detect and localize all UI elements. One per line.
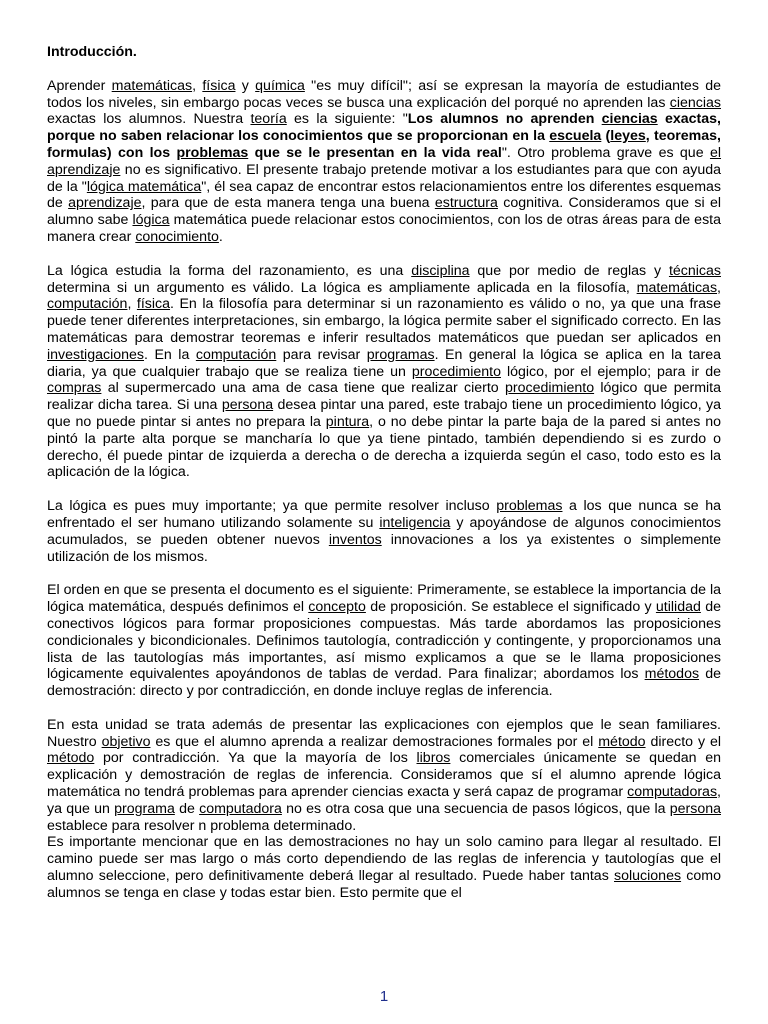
inline-link[interactable]: soluciones: [614, 868, 682, 885]
inline-link[interactable]: libros: [416, 750, 451, 767]
text-run: es la siguiente: ": [286, 111, 408, 128]
inline-link[interactable]: técnicas: [668, 262, 721, 279]
text-run: El orden en que se presenta el documento es el siguiente: Primeramente, se establece la importancia de la lógica matemática, después definimos el: [47, 582, 721, 616]
text-run: ", él sea capaz de encontrar estos relacionamientos entre los diferentes esquemas de: [47, 178, 721, 212]
text-run: a los que nunca se ha enfrentado el ser humano utilizando solamente su: [47, 498, 721, 531]
text-run: ,: [127, 296, 137, 313]
text-run: , para que de esta manera tenga una buena: [141, 195, 435, 212]
text-run: que se le presentan en la vida real: [248, 144, 502, 161]
text-run: de conectivos lógicos para formar proposiciones compuestas. Más tarde abordamos las proposiciones condicionales y bicondicionales. Definimos tautología, contradicción y contingente, y proporcionamos una lista de las tautologías más importantes, así mismo explicamos a que se le llama proposiciones lógicamente equivalentes apoyándonos de tablas de verdad. Para finalizar; abordamos los: [47, 599, 721, 683]
text-run: lógico, por el ejemplo; para ir de: [501, 363, 721, 380]
text-run: desea pintar una pared, este trabajo tiene un procedimiento lógico, ya que no puede pintar si antes no prepara la: [47, 397, 721, 430]
inline-link[interactable]: conocimiento: [135, 228, 219, 245]
text-run: cognitiva. Consideramos que si el alumno sabe: [47, 195, 721, 229]
text-run: Aprender: [47, 77, 112, 94]
inline-link[interactable]: método: [47, 750, 95, 767]
text-run: como alumnos se tenga en clase y todas estar bien. Esto permite que el: [47, 868, 721, 901]
inline-link[interactable]: lógica: [132, 212, 170, 229]
text-run: . En la: [144, 346, 196, 363]
section-title: Introducción.: [47, 44, 137, 60]
intro-paragraph-6: [47, 834, 721, 901]
inline-link[interactable]: procedimiento: [504, 380, 595, 397]
inline-link[interactable]: investigaciones: [47, 346, 145, 363]
text-run: Es importante mencionar que en las demostraciones no hay un solo camino para llegar al resultado. El camino puede ser mas largo o más corto dependiendo de las reglas de inferencia y tautologías que el alumno seleccione, pero definitivamente deberá llegar al resultado. Puede haber tantas: [47, 834, 721, 885]
document-page: [47, 44, 721, 902]
inline-link[interactable]: química: [255, 77, 305, 94]
text-run: determina si un argumento es válido. La lógica es ampliamente aplicada en la filosofía,: [47, 279, 637, 296]
inline-link[interactable]: estructura: [434, 195, 498, 212]
text-run: de proposición. Se establece el significado y: [365, 599, 656, 616]
inline-link[interactable]: escuela: [549, 128, 602, 145]
text-run: de: [174, 800, 200, 817]
text-run: que por medio de reglas y: [469, 262, 669, 279]
text-run: para revisar: [276, 346, 367, 363]
inline-link[interactable]: inteligencia: [379, 514, 451, 531]
text-run: La lógica estudia la forma del razonamiento, es una: [47, 262, 412, 279]
text-run: , ya que un: [47, 784, 721, 817]
intro-paragraph-2: [47, 263, 721, 481]
inline-link[interactable]: programa: [114, 800, 175, 817]
intro-paragraph-4: [47, 582, 721, 700]
text-run: exactas, porque no saben relacionar los conocimientos que se proporcionan en la: [47, 111, 721, 145]
text-run: y apoyándose de algunos conocimientos acumulados, se pueden obtener nuevos: [47, 514, 722, 548]
text-run: al supermercado una ama de casa tiene que realizar cierto: [101, 380, 505, 397]
text-run: . En la filosofía para determinar si un razonamiento es válido o no, ya que una frase puede tener diferentes interpretaciones, sin embargo, la lógica permite saber el significado correcto. En las matemáticas para demostrar teoremas e inferir resultados matemáticos que puedan ser aplicados en: [47, 296, 721, 346]
inline-link[interactable]: aprendizaje: [68, 195, 142, 212]
text-run: En esta unidad se trata además de presentar las explicaciones con ejemplos que le sean familiares. Nuestro: [47, 716, 721, 750]
inline-link[interactable]: matemáticas: [636, 279, 718, 296]
inline-link[interactable]: persona: [669, 800, 721, 817]
inline-link[interactable]: inventos: [328, 531, 382, 548]
inline-link[interactable]: teoría: [250, 111, 287, 128]
intro-paragraph-3: [47, 498, 721, 565]
inline-link[interactable]: lógica matemática: [86, 178, 202, 195]
text-run: ". Otro problema grave es que: [501, 144, 710, 161]
text-run: innovaciones a los ya existentes o simplemente utilización de los mismos.: [47, 531, 721, 565]
inline-link[interactable]: métodos: [644, 666, 700, 683]
inline-link[interactable]: objetivo: [101, 733, 151, 750]
text-run: (: [601, 128, 611, 145]
inline-link[interactable]: disciplina: [411, 262, 470, 279]
inline-link[interactable]: pintura: [325, 413, 370, 430]
text-run: es que el alumno aprenda a realizar demostraciones formales por el: [150, 733, 599, 750]
inline-link[interactable]: utilidad: [655, 599, 701, 616]
inline-link[interactable]: ciencias: [601, 111, 658, 128]
inline-link[interactable]: computación: [47, 296, 128, 313]
text-run: "es muy difícil"; así se expresan la mayoría de estudiantes de todos los niveles, sin embargo pocas veces se busca una explicación del porqué no aprenden las: [47, 77, 721, 111]
text-run: La lógica es pues muy importante; ya que permite resolver incluso: [47, 498, 497, 515]
intro-paragraph-1: [47, 78, 721, 246]
inline-link[interactable]: física: [202, 77, 236, 94]
inline-link[interactable]: física: [136, 296, 171, 313]
text-run: comerciales únicamente se quedan en explicación y demostración de reglas de inferencia. Consideramos que sí el alumno aprende lógica matemática no tendrá problemas para aprender ciencias exacta y será capaz de programar: [47, 750, 721, 801]
text-run: Los alumnos no aprenden: [407, 111, 602, 128]
inline-link[interactable]: computadoras: [627, 784, 718, 801]
page-number: 1: [379, 988, 389, 1005]
inline-link[interactable]: programas: [366, 346, 435, 363]
text-run: por contradicción. Ya que la mayoría de los: [94, 750, 417, 767]
text-run: .: [218, 228, 223, 245]
inline-link[interactable]: problemas: [496, 498, 563, 515]
text-run: lógico que permita realizar dicha tarea. Si una: [47, 380, 722, 414]
inline-link[interactable]: método: [598, 733, 646, 750]
text-run: , o no debe pintar la parte baja de la pared si antes no pintó la parte alta porque se mancharía lo que ya tiene pintado, también dependiendo si es zurdo o derecho, él puede pintar de izquierda a derecha o de derecha a izquierda según el caso, todo esto es la aplicación de la lógica.: [47, 413, 722, 481]
inline-link[interactable]: compras: [47, 380, 102, 397]
text-run: directo y el: [645, 733, 722, 750]
text-run: y: [235, 77, 256, 94]
text-run: ,: [717, 279, 721, 296]
inline-link[interactable]: problemas: [176, 144, 249, 161]
inline-link[interactable]: procedimiento: [411, 363, 501, 380]
inline-link[interactable]: leyes: [610, 128, 646, 145]
inline-link[interactable]: el aprendizaje: [47, 144, 722, 178]
text-run: exactas los alumnos. Nuestra: [47, 111, 251, 128]
text-run: no es significativo. El presente trabajo pretende motivar a los estudiantes para que con ayuda de la ": [47, 161, 721, 195]
text-run: de demostración: directo y por contradicción, en donde incluye reglas de inferencia.: [47, 666, 721, 700]
text-run: ,: [192, 77, 203, 94]
inline-link[interactable]: ciencias: [669, 94, 721, 111]
document-body: [47, 78, 721, 902]
text-run: matemática puede relacionar estos conocimientos, con los de otras áreas para de esta manera crear: [47, 212, 721, 245]
inline-link[interactable]: concepto: [308, 599, 366, 616]
inline-link[interactable]: matemáticas: [111, 77, 193, 94]
text-run: no es otra cosa que una secuencia de pasos lógicos, que la: [281, 800, 670, 817]
inline-link[interactable]: persona: [221, 397, 274, 414]
text-run: . En general la lógica se aplica en la tarea diaria, ya que cualquier trabajo que se realiza tiene un: [47, 346, 721, 380]
intro-paragraph-5: [47, 717, 721, 835]
text-run: , teoremas, formulas) con los: [47, 128, 722, 161]
inline-link[interactable]: computación: [195, 346, 277, 363]
text-run: establece para resolver n problema determinado.: [47, 817, 357, 834]
inline-link[interactable]: computadora: [199, 800, 282, 817]
